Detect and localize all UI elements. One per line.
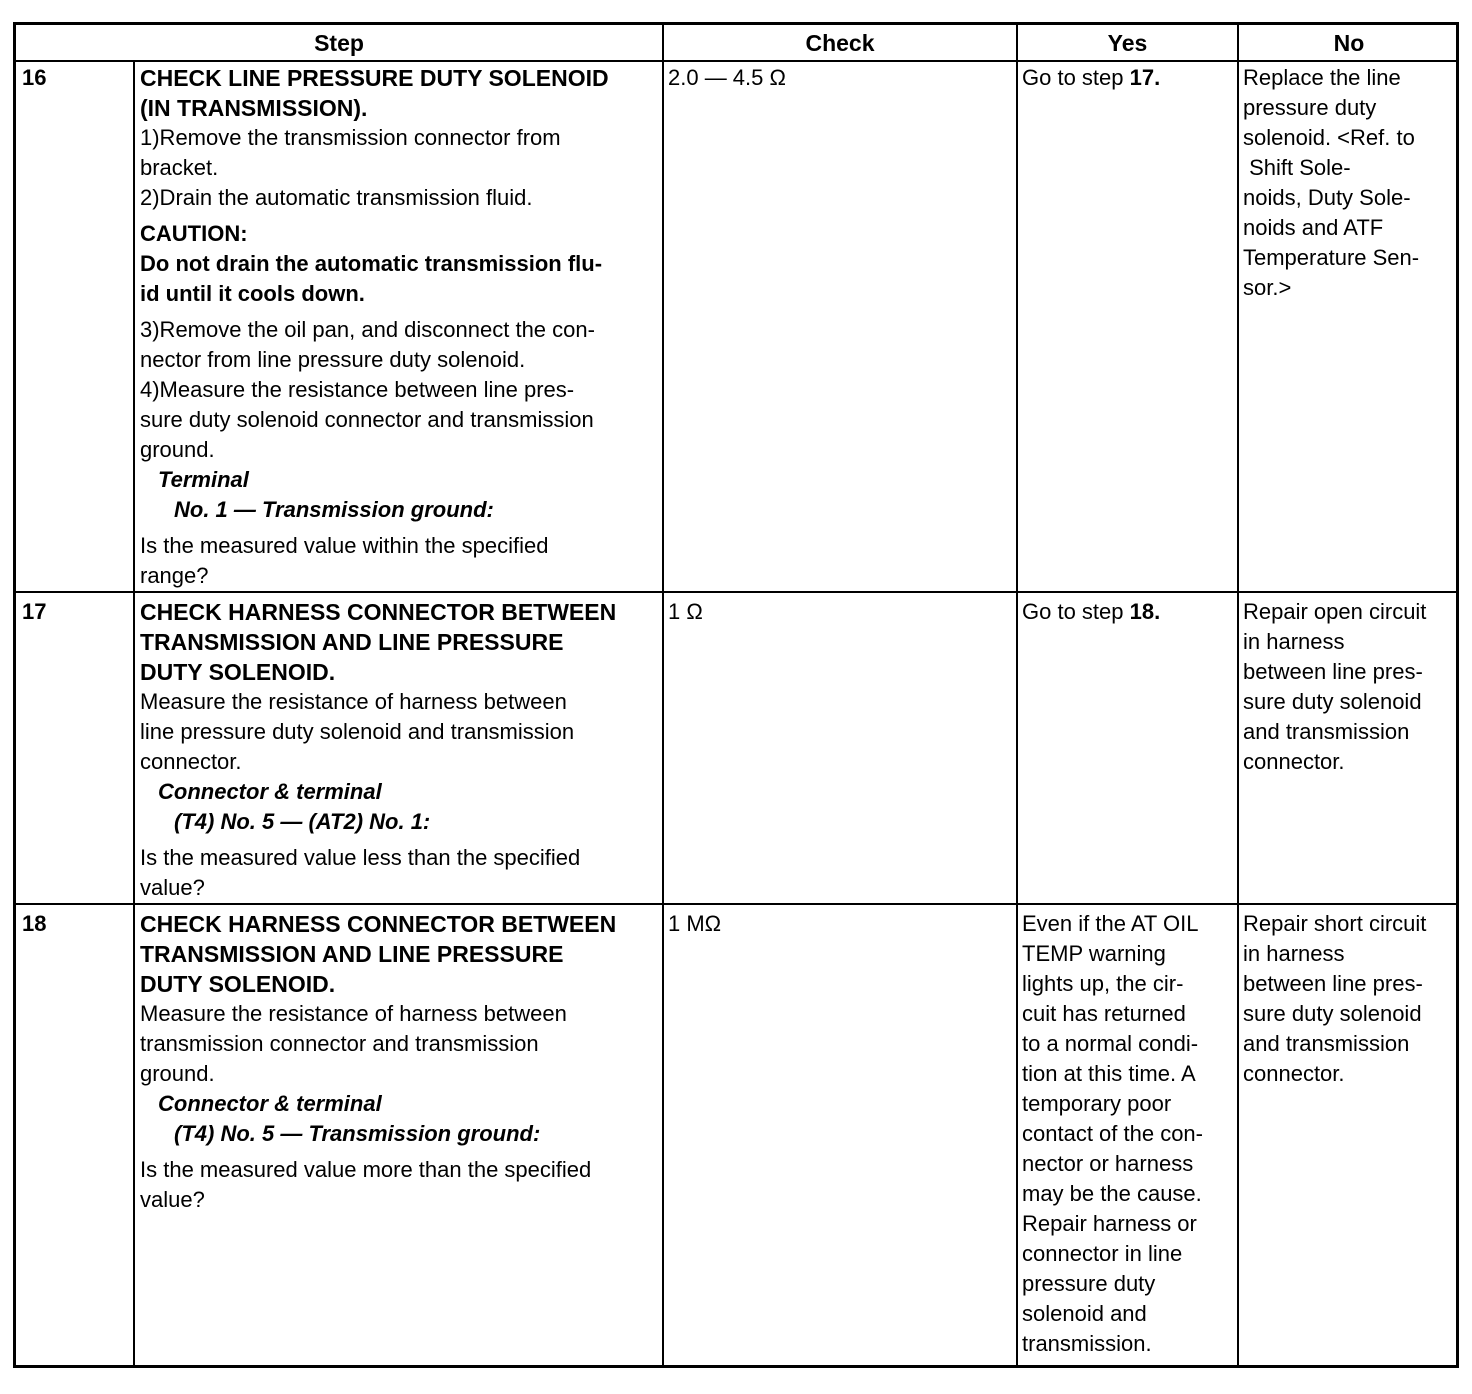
- step-instruction: ground.: [140, 437, 215, 462]
- no-action-text: connector.: [1243, 1061, 1345, 1086]
- no-action-text: between line pres-: [1243, 659, 1423, 684]
- step-content: [140, 909, 660, 1215]
- yes-action-text: connector in line: [1022, 1241, 1183, 1266]
- no-action-text: solenoid. <Ref. to: [1243, 125, 1415, 150]
- step-instruction: 3)Remove the oil pan, and disconnect the con-: [140, 317, 595, 342]
- no-action: [1243, 597, 1455, 777]
- yes-step-ref: 18.: [1129, 599, 1161, 624]
- step-title: DUTY SOLENOID.: [140, 971, 336, 997]
- step-question: range?: [140, 563, 209, 588]
- no-action-text: connector.: [1243, 749, 1345, 774]
- no-action-text: in harness: [1243, 941, 1345, 966]
- yes-step-ref: 17.: [1129, 65, 1161, 90]
- column-divider-step: [662, 25, 664, 1365]
- no-action-text: Replace the line: [1243, 65, 1401, 90]
- step-content: [140, 63, 660, 591]
- yes-action-text: Even if the AT OIL: [1022, 911, 1199, 936]
- step-title: CHECK LINE PRESSURE DUTY SOLENOID: [140, 65, 609, 91]
- no-action-text: Repair open circuit: [1243, 599, 1427, 624]
- step-instruction: connector.: [140, 749, 242, 774]
- no-action-text: noids and ATF: [1243, 215, 1384, 240]
- column-divider-check: [1016, 25, 1018, 1365]
- caution-text: id until it cools down.: [140, 281, 365, 306]
- check-value: 2.0 — 4.5 Ω: [668, 65, 786, 90]
- step-title: TRANSMISSION AND LINE PRESSURE: [140, 629, 564, 655]
- spec-value: (T4) No. 5 — Transmission ground:: [174, 1121, 541, 1146]
- header-divider: [16, 60, 1456, 62]
- no-action-text: sor.>: [1243, 275, 1292, 300]
- step-title: (IN TRANSMISSION).: [140, 95, 368, 121]
- step-instruction: Measure the resistance of harness between: [140, 689, 567, 714]
- no-action-text: sure duty solenoid: [1243, 1001, 1422, 1026]
- yes-action-text: tion at this time. A: [1022, 1061, 1196, 1086]
- step-question: Is the measured value more than the specified: [140, 1157, 592, 1182]
- step-instruction: sure duty solenoid connector and transmission: [140, 407, 594, 432]
- yes-action: [1022, 63, 1232, 93]
- step-question: value?: [140, 875, 205, 900]
- yes-action: [1022, 597, 1232, 627]
- step-instruction: nector from line pressure duty solenoid.: [140, 347, 526, 372]
- step-number: 17: [22, 599, 47, 624]
- no-action-text: in harness: [1243, 629, 1345, 654]
- no-action: [1243, 63, 1455, 303]
- header-no: No: [1333, 30, 1365, 56]
- step-number: 18: [22, 911, 47, 936]
- yes-action-text: lights up, the cir-: [1022, 971, 1184, 996]
- yes-action-text: Go to step: [1022, 599, 1130, 624]
- no-action-text: Shift Sole-: [1243, 155, 1351, 180]
- step-question: Is the measured value less than the specified: [140, 845, 581, 870]
- caution-label: CAUTION:: [140, 221, 248, 246]
- column-divider-number: [133, 61, 135, 1365]
- no-action-text: and transmission: [1243, 719, 1410, 744]
- step-question: Is the measured value within the specified: [140, 533, 549, 558]
- spec-label: Terminal: [158, 467, 249, 492]
- yes-action-text: TEMP warning: [1022, 941, 1166, 966]
- step-content: [140, 597, 660, 903]
- yes-action-text: Repair harness or: [1022, 1211, 1197, 1236]
- header-check: Check: [805, 30, 875, 56]
- header-step: Step: [314, 30, 364, 56]
- yes-action: [1022, 909, 1232, 1359]
- yes-action-text: temporary poor: [1022, 1091, 1172, 1116]
- yes-action-text: Go to step: [1022, 65, 1130, 90]
- row-divider-16: [16, 591, 1456, 593]
- spec-label: Connector & terminal: [158, 1091, 382, 1116]
- step-title: DUTY SOLENOID.: [140, 659, 336, 685]
- check-value: 1 MΩ: [668, 911, 722, 936]
- step-instruction: transmission connector and transmission: [140, 1031, 539, 1056]
- no-action: [1243, 909, 1455, 1089]
- spec-label: Connector & terminal: [158, 779, 382, 804]
- yes-action-text: to a normal condi-: [1022, 1031, 1199, 1056]
- step-instruction: Measure the resistance of harness between: [140, 1001, 567, 1026]
- yes-action-text: contact of the con-: [1022, 1121, 1203, 1146]
- no-action-text: sure duty solenoid: [1243, 689, 1422, 714]
- no-action-text: noids, Duty Sole-: [1243, 185, 1411, 210]
- yes-action-text: pressure duty: [1022, 1271, 1156, 1296]
- step-instruction: ground.: [140, 1061, 215, 1086]
- step-instruction: 4)Measure the resistance between line pres-: [140, 377, 575, 402]
- step-title: CHECK HARNESS CONNECTOR BETWEEN: [140, 911, 617, 937]
- step-title: TRANSMISSION AND LINE PRESSURE: [140, 941, 564, 967]
- step-instruction: 1)Remove the transmission connector from: [140, 125, 561, 150]
- step-instruction: bracket.: [140, 155, 219, 180]
- yes-action-text: transmission.: [1022, 1331, 1152, 1356]
- step-number: 16: [22, 65, 47, 90]
- no-action-text: pressure duty: [1243, 95, 1377, 120]
- caution-text: Do not drain the automatic transmission flu-: [140, 251, 603, 276]
- column-divider-yes: [1237, 25, 1239, 1365]
- check-value: 1 Ω: [668, 599, 703, 624]
- yes-action-text: solenoid and: [1022, 1301, 1147, 1326]
- no-action-text: and transmission: [1243, 1031, 1410, 1056]
- yes-action-text: nector or harness: [1022, 1151, 1194, 1176]
- yes-action-text: may be the cause.: [1022, 1181, 1202, 1206]
- spec-value: No. 1 — Transmission ground:: [174, 497, 494, 522]
- row-divider-17: [16, 903, 1456, 905]
- step-title: CHECK HARNESS CONNECTOR BETWEEN: [140, 599, 617, 625]
- header-yes: Yes: [1107, 30, 1148, 56]
- step-instruction: 2)Drain the automatic transmission fluid.: [140, 185, 533, 210]
- yes-action-text: cuit has returned: [1022, 1001, 1186, 1026]
- diagnostic-table: [13, 22, 1459, 1368]
- step-instruction: line pressure duty solenoid and transmission: [140, 719, 575, 744]
- no-action-text: Repair short circuit: [1243, 911, 1427, 936]
- no-action-text: between line pres-: [1243, 971, 1423, 996]
- no-action-text: Temperature Sen-: [1243, 245, 1420, 270]
- spec-value: (T4) No. 5 — (AT2) No. 1:: [174, 809, 431, 834]
- step-question: value?: [140, 1187, 205, 1212]
